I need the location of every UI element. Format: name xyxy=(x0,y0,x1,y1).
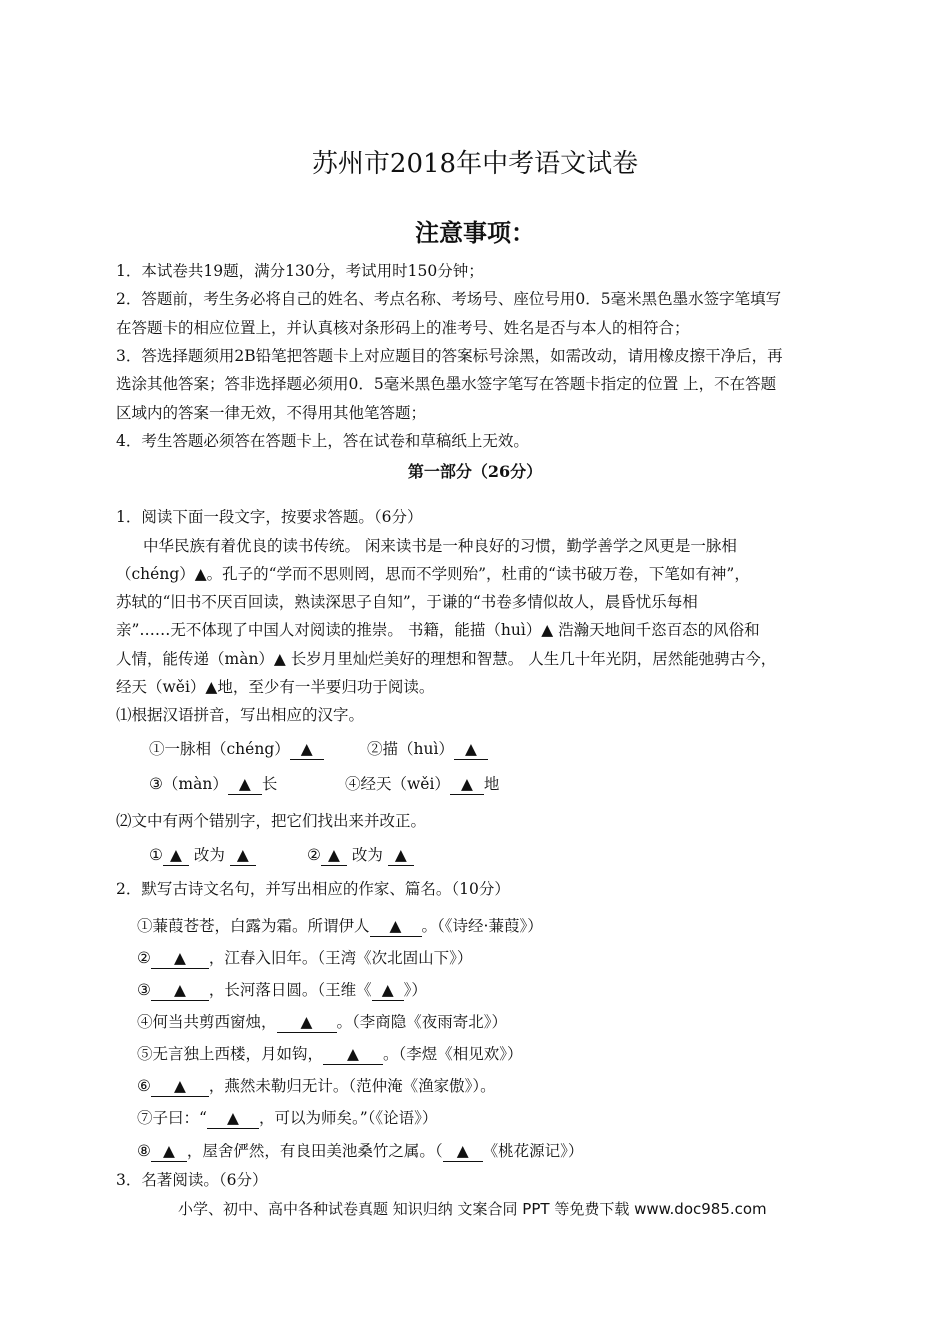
answer-blank[interactable]: ▲ xyxy=(388,845,414,866)
answer-blank[interactable]: ▲ xyxy=(321,845,347,866)
part-one-heading: 第一部分（26分） xyxy=(407,462,543,481)
sub-question-2: ⑵文中有两个错别字，把它们找出来并改正。 xyxy=(116,812,427,830)
item-text: ①蒹葭苍苍，白露为霜。所谓伊人 xyxy=(137,917,370,935)
passage-line: 人情，能传递（màn）▲ 长岁月里灿烂美好的理想和智慧。 人生几十年光阴，居然能弛骋古今， xyxy=(116,650,777,668)
answer-blank[interactable]: ▲ xyxy=(372,980,404,1001)
change-to-label: 改为 xyxy=(351,846,383,864)
item-text: ④何当共剪西窗烛， xyxy=(137,1013,277,1031)
pinyin-item-3 xyxy=(149,774,277,795)
answer-blank[interactable]: ▲ xyxy=(443,1141,483,1162)
note-line: 1．本试卷共19题，满分130分，考试用时150分钟； xyxy=(116,262,484,280)
note-line: 选涂其他答案；答非选择题必须用0．5毫米黑色墨水签字笔写在答题卡指定的位置 上，不在答题 xyxy=(116,375,777,393)
item-text: ，屋舍俨然，有良田美池桑竹之属。（ xyxy=(186,1142,443,1160)
answer-blank[interactable]: ▲ xyxy=(370,916,422,937)
item-text: 》） xyxy=(403,981,427,999)
item-label: ② xyxy=(307,846,321,864)
answer-blank[interactable]: ▲ xyxy=(323,1044,383,1065)
poem-item xyxy=(137,948,472,969)
notice-heading: 注意事项： xyxy=(415,219,535,247)
note-line: 区域内的答案一律无效，不得用其他笔答题； xyxy=(116,404,427,422)
item-text: ，可以为师矣。”（《论语》） xyxy=(258,1109,438,1127)
pinyin-item-2 xyxy=(367,739,488,760)
item-tail: 长 xyxy=(261,775,278,793)
item-label: ②描（huì） xyxy=(367,740,454,758)
item-text: ③ xyxy=(137,981,151,999)
typo-item-1 xyxy=(149,845,256,866)
answer-blank[interactable]: ▲ xyxy=(151,1141,187,1162)
item-text: 。（《诗经·蒹葭》） xyxy=(421,917,543,935)
passage-line: 亲”……无不体现了中国人对阅读的推崇。 书籍，能描（huì）▲ 浩瀚天地间千恣百态的风俗和 xyxy=(116,621,760,639)
note-line: 在答题卡的相应位置上，并认真核对条形码上的准考号、姓名是否与本人的相符合； xyxy=(116,319,690,337)
poem-item xyxy=(137,1044,523,1065)
answer-blank[interactable]: ▲ xyxy=(290,739,324,760)
question-1-stem: 1．阅读下面一段文字，按要求答题。（6分） xyxy=(116,508,423,526)
answer-blank[interactable]: ▲ xyxy=(228,774,262,795)
item-text: 。（李商隐《夜雨寄北》） xyxy=(336,1013,508,1031)
passage-line: （chéng）▲。孔子的“学而不思则罔，思而不学则殆”，杜甫的“读书破万卷，下笔如有神”， xyxy=(116,565,750,583)
pinyin-item-1 xyxy=(149,739,324,760)
item-text: 。（李煜《相见欢》） xyxy=(383,1045,523,1063)
item-text: ，长河落日圆。（王维《 xyxy=(208,981,372,999)
answer-blank[interactable]: ▲ xyxy=(454,739,488,760)
note-line: 3．答选择题须用2B铅笔把答题卡上对应题目的答案标号涂黑，如需改动，请用橡皮擦干净后，再 xyxy=(116,347,783,365)
poem-item xyxy=(137,1012,507,1033)
question-3-stem: 3．名著阅读。（6分） xyxy=(116,1171,268,1189)
item-text: ⑦子曰：“ xyxy=(137,1109,207,1127)
item-text: ，江春入旧年。（王湾《次北固山下》） xyxy=(208,949,473,967)
item-label: ③（màn） xyxy=(149,775,228,793)
answer-blank[interactable]: ▲ xyxy=(230,845,256,866)
passage-line: 中华民族有着优良的读书传统。 闲来读书是一种良好的习惯，勤学善学之风更是一脉相 xyxy=(143,537,737,555)
poem-item xyxy=(137,1108,437,1129)
item-tail: 地 xyxy=(483,775,500,793)
note-line: 4．考生答题必须答在答题卡上，答在试卷和草稿纸上无效。 xyxy=(116,432,529,450)
item-text: ② xyxy=(137,949,151,967)
item-text: ⑤无言独上西楼，月如钩， xyxy=(137,1045,324,1063)
poem-item xyxy=(137,980,427,1001)
pinyin-item-4 xyxy=(345,774,499,795)
item-label: ④经天（wěi） xyxy=(345,775,450,793)
item-text: ⑥ xyxy=(137,1077,151,1095)
poem-item xyxy=(137,1141,583,1162)
answer-blank[interactable]: ▲ xyxy=(151,1076,209,1097)
passage-line: 经天（wěi）▲地，至少有一半要归功于阅读。 xyxy=(116,678,435,696)
page-footer: 小学、初中、高中各种试卷真题 知识归纳 文案合同 PPT 等免费下载 www.doc985.com xyxy=(178,1200,767,1218)
answer-blank[interactable]: ▲ xyxy=(151,948,209,969)
answer-blank[interactable]: ▲ xyxy=(450,774,484,795)
question-2-stem: 2．默写古诗文名句，并写出相应的作家、篇名。（10分） xyxy=(116,880,510,898)
typo-item-2 xyxy=(307,845,414,866)
poem-item xyxy=(137,1076,496,1097)
answer-blank[interactable]: ▲ xyxy=(151,980,209,1001)
sub-question-1: ⑴根据汉语拼音，写出相应的汉字。 xyxy=(116,706,365,724)
exam-title: 苏州市2018年中考语文试卷 xyxy=(311,149,639,179)
item-text: ⑧ xyxy=(137,1142,151,1160)
answer-blank[interactable]: ▲ xyxy=(163,845,189,866)
item-label: ①一脉相（chéng） xyxy=(149,740,290,758)
poem-item xyxy=(137,916,543,937)
answer-blank[interactable]: ▲ xyxy=(277,1012,337,1033)
passage-line: 苏轼的“旧书不厌百回读，熟读深思子自知”，于谦的“书卷多情似故人，晨昏忧乐每相 xyxy=(116,593,698,611)
change-to-label: 改为 xyxy=(193,846,225,864)
item-text: ，燕然未勒归无计。（范仲淹《渔家傲》）。 xyxy=(208,1077,496,1095)
item-label: ① xyxy=(149,846,163,864)
note-line: 2．答题前，考生务必将自己的姓名、考点名称、考场号、座位号用0．5毫米黑色墨水签字笔填写 xyxy=(116,290,782,308)
item-text: 《桃花源记》） xyxy=(482,1142,584,1160)
answer-blank[interactable]: ▲ xyxy=(207,1108,259,1129)
